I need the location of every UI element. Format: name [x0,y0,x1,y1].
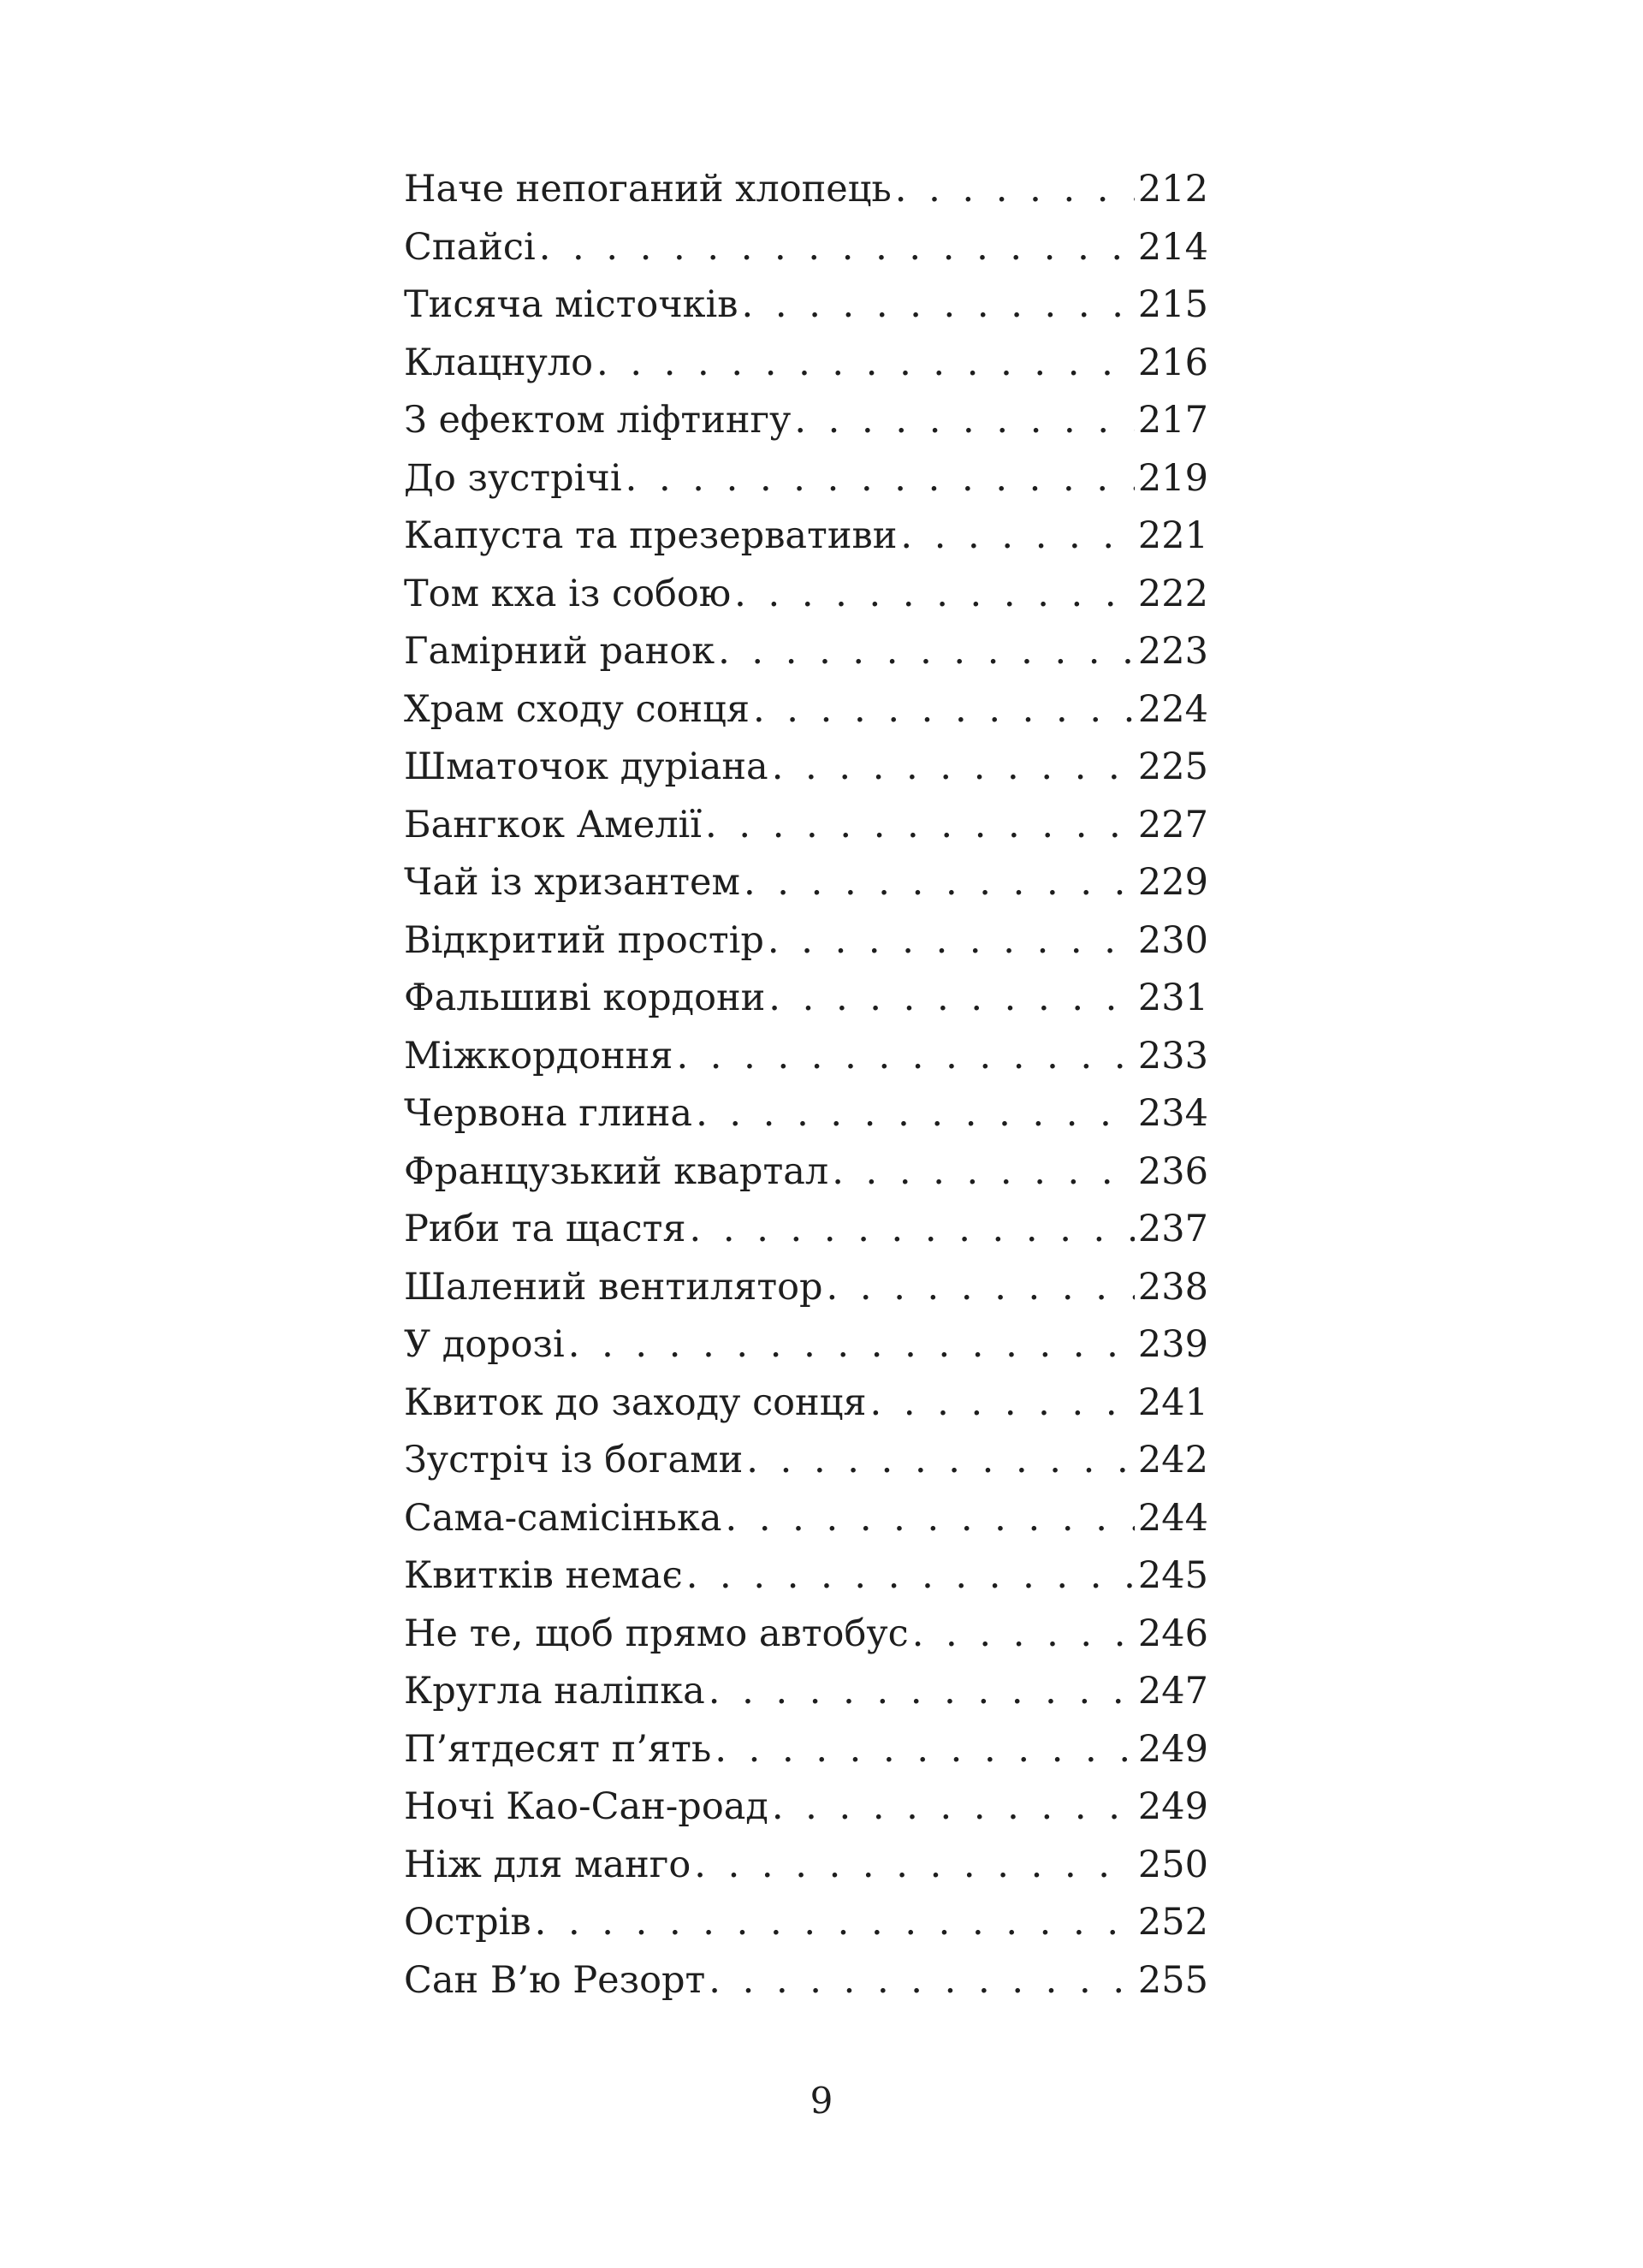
dot-leader [768,970,1135,1028]
toc-entry-title: З ефектом ліфтингу [404,399,792,442]
toc-entry-page: 244 [1137,1496,1208,1540]
toc-entry [404,450,1208,508]
toc-entry [404,1374,1208,1433]
dot-leader [705,797,1135,855]
toc-entry-title: Квиток до заходу сонця [404,1380,867,1424]
toc-entry [404,912,1208,971]
toc-entry-page: 245 [1137,1554,1208,1597]
toc-entry-title: Спайсі [404,225,536,269]
toc-entry [404,219,1208,277]
toc-entry-title: Не те, щоб прямо автобус [404,1612,909,1655]
dot-leader [900,508,1135,566]
toc-entry-title: Клацнуло [404,341,594,384]
toc-entry-page: 212 [1137,168,1208,211]
toc-entry [404,508,1208,566]
toc-entry-title: Червона глина [404,1092,693,1135]
toc-entry-title: Чай із хризантем [404,861,740,904]
dot-leader [794,392,1135,450]
toc-entry-title: Зустріч із богами [404,1439,744,1481]
toc-entry-title: Тисяча місточків [404,283,738,326]
toc-entry-title: Кругла наліпка [404,1670,705,1713]
toc-entry-title: Шматочок дуріана [404,745,768,788]
toc-entry [404,1837,1208,1895]
dot-leader [827,1259,1135,1317]
dot-leader [709,1663,1135,1721]
toc-entry-page: 221 [1137,514,1208,557]
toc-entry-page: 238 [1137,1265,1208,1309]
dot-leader [725,1490,1134,1548]
toc-entry-page: 229 [1137,861,1208,904]
toc-entry [404,970,1208,1028]
dot-leader [568,1316,1135,1374]
toc-entry [404,1490,1208,1548]
toc-entry [404,854,1208,912]
page-number: 9 [810,2080,833,2122]
toc-entry [404,681,1208,739]
table-of-contents [404,161,1208,2010]
toc-entry-title: Капуста та презервативи [404,514,898,557]
dot-leader [626,450,1135,508]
dot-leader [535,1894,1135,1952]
toc-entry-title: Наче непоганий хлопець [404,168,892,211]
toc-entry-title: Острів [404,1901,531,1944]
dot-leader [715,1721,1135,1779]
toc-entry-title: Відкритий простір [404,918,764,962]
toc-entry-page: 233 [1137,1034,1208,1078]
toc-entry-title: До зустрічі [404,456,622,500]
toc-entry [404,1894,1208,1952]
dot-leader [686,1547,1135,1606]
dot-leader [772,739,1135,797]
toc-entry-title: Ніж для манго [404,1843,691,1886]
toc-entry-title: Французький квартал [404,1149,829,1193]
toc-entry-page: 230 [1137,918,1208,962]
toc-entry-title: У дорозі [404,1323,565,1366]
dot-leader [690,1201,1135,1259]
toc-entry-page: 237 [1137,1208,1208,1250]
toc-entry-page: 250 [1137,1843,1208,1886]
toc-entry-title: Квитків немає [404,1554,683,1597]
toc-entry-page: 241 [1137,1380,1208,1424]
toc-entry [404,161,1208,219]
toc-entry-title: Сама-самісінька [404,1496,722,1540]
toc-entry-title: Шалений вентилятор [404,1265,823,1309]
dot-leader [772,1778,1135,1837]
dot-leader [694,1837,1135,1895]
toc-entry-page: 225 [1137,745,1208,788]
toc-entry [404,797,1208,855]
dot-leader [744,854,1135,912]
toc-entry-page: 219 [1137,456,1208,500]
toc-entry-page: 239 [1137,1323,1208,1366]
toc-entry-page: 217 [1137,399,1208,442]
toc-entry [404,1952,1208,2010]
toc-entry-title: Бангкок Амелії [404,803,703,846]
toc-entry-page: 215 [1137,283,1208,326]
dot-leader [709,1952,1135,2010]
toc-entry-title: Фальшиві кордони [404,977,766,1019]
toc-entry [404,1778,1208,1837]
toc-entry-page: 227 [1137,803,1208,846]
dot-leader [753,681,1135,739]
toc-entry-title: Сан В’ю Резорт [404,1958,706,2002]
dot-leader [912,1606,1135,1664]
dot-leader [596,335,1135,393]
dot-leader [539,219,1135,277]
toc-entry-page: 224 [1137,687,1208,731]
toc-entry [404,1721,1208,1779]
toc-entry-page: 236 [1137,1149,1208,1193]
dot-leader [718,623,1135,681]
toc-entry-page: 223 [1137,630,1208,673]
toc-entry-page: 255 [1137,1958,1208,2002]
toc-entry [404,1432,1208,1490]
dot-leader [676,1028,1134,1086]
toc-entry [404,1606,1208,1664]
toc-entry-page: 216 [1137,341,1208,384]
toc-entry-title: Риби та щастя [404,1208,686,1250]
toc-entry [404,1316,1208,1374]
toc-entry-page: 242 [1137,1439,1208,1481]
toc-entry-page: 249 [1137,1785,1208,1828]
dot-leader [895,161,1135,219]
toc-entry [404,623,1208,681]
toc-entry [404,335,1208,393]
toc-entry [404,1143,1208,1202]
toc-entry [404,1085,1208,1143]
dot-leader [869,1374,1134,1433]
toc-entry [404,1028,1208,1086]
toc-entry-title: Гамірний ранок [404,630,715,673]
toc-entry [404,1259,1208,1317]
dot-leader [768,912,1135,971]
toc-entry-page: 247 [1137,1670,1208,1713]
toc-entry [404,739,1208,797]
dot-leader [742,276,1135,335]
toc-entry-title: П’ятдесят п’ять [404,1727,712,1771]
toc-entry [404,276,1208,335]
toc-entry [404,566,1208,624]
toc-entry [404,1663,1208,1721]
toc-entry [404,392,1208,450]
toc-entry-page: 231 [1137,977,1208,1019]
dot-leader [746,1432,1135,1490]
dot-leader [734,566,1135,624]
toc-entry-page: 246 [1137,1612,1208,1655]
toc-entry-title: Ночі Као-Сан-роад [404,1785,768,1828]
dot-leader [832,1143,1135,1202]
toc-entry-page: 252 [1137,1901,1208,1944]
toc-entry [404,1201,1208,1259]
toc-entry [404,1547,1208,1606]
toc-entry-page: 222 [1137,572,1208,615]
toc-entry-title: Міжкордоння [404,1034,673,1078]
toc-entry-page: 234 [1137,1092,1208,1135]
toc-entry-title: Том кха із собою [404,572,732,615]
toc-entry-page: 249 [1137,1727,1208,1771]
dot-leader [696,1085,1135,1143]
toc-entry-page: 214 [1137,225,1208,269]
toc-entry-title: Храм сходу сонця [404,687,750,731]
